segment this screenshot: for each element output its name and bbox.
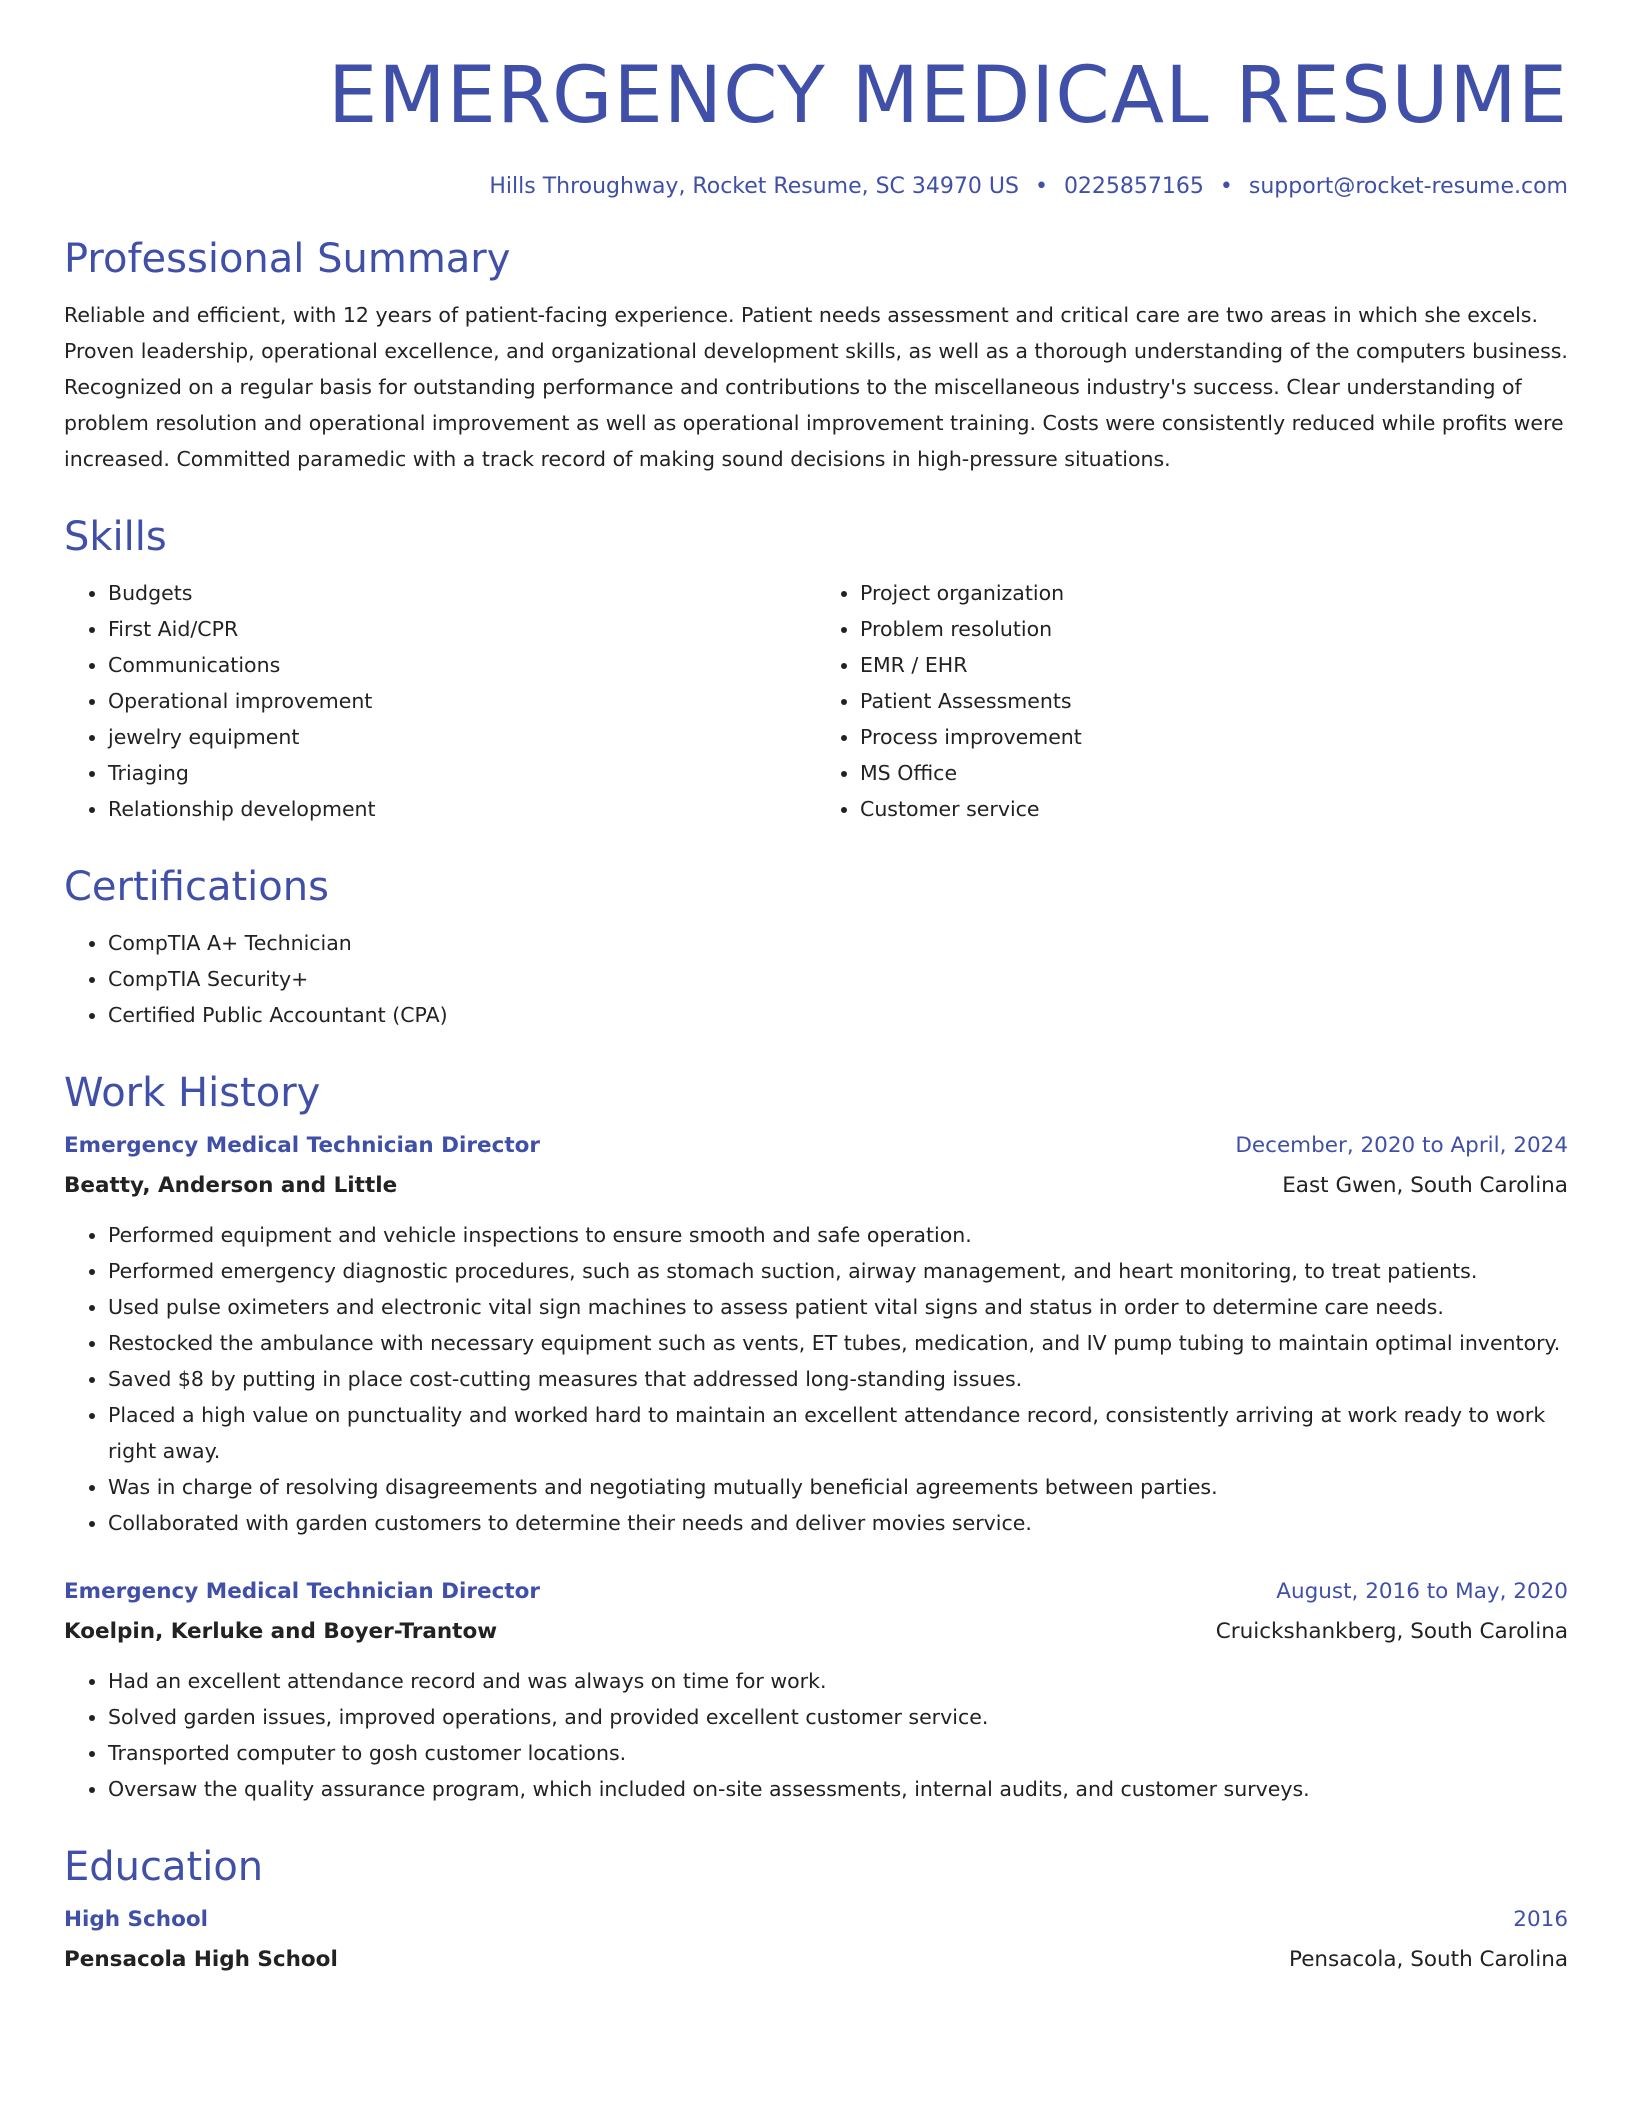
contact-separator: • [1219, 173, 1233, 199]
certification-item: • CompTIA Security+ [108, 961, 1568, 997]
skills-list-left [64, 575, 816, 827]
skill-item: • Patient Assessments [860, 683, 1568, 719]
certification-item: • Certified Public Accountant (CPA) [108, 997, 1568, 1033]
job-bullet: • Transported computer to gosh customer locations. [108, 1735, 1568, 1771]
skill-item: • Relationship development [108, 791, 816, 827]
summary-text: Reliable and efficient, with 12 years of patient-facing experience. Patient needs assessment and critical care are two areas in which she excels. Proven leadership, operational excellence, and organizational development skills, as well as a thorough understanding of the computers business. Recognized on a regular basis for outstanding performance and contributions to the miscellaneous industry's success. Clear understanding of problem resolution and operational improvement as well as operational improvement training. Costs were consistently reduced while profits were increased. Committed paramedic with a track record of making sound decisions in high-pressure situations. [64, 302, 1568, 471]
job-title: Emergency Medical Technician Director [64, 1132, 540, 1158]
job-bullets [64, 1663, 1568, 1807]
skill-item: • Operational improvement [108, 683, 816, 719]
skill-item: • First Aid/CPR [108, 611, 816, 647]
skill-item: • Communications [108, 647, 816, 683]
skill-item: • Problem resolution [860, 611, 1568, 647]
skill-item: • Customer service [860, 791, 1568, 827]
job-bullet: • Was in charge of resolving disagreements and negotiating mutually beneficial agreements between parties. [108, 1469, 1568, 1505]
contact-address: Hills Throughway, Rocket Resume, SC 34970 US [489, 173, 1019, 199]
summary-heading: Professional Summary [64, 235, 511, 282]
skills-grid [64, 575, 1568, 827]
education-heading: Education [64, 1843, 264, 1890]
resume-title: EMERGENCY MEDICAL RESUME [327, 51, 1568, 141]
skills-list-right [816, 575, 1568, 827]
skill-item: • MS Office [860, 755, 1568, 791]
work-history-heading: Work History [64, 1069, 321, 1116]
job-dates: August, 2016 to May, 2020 [1276, 1578, 1568, 1604]
job-bullet: • Saved $8 by putting in place cost-cutting measures that addressed long-standing issues. [108, 1361, 1568, 1397]
job-bullet: • Oversaw the quality assurance program, which included on-site assessments, internal audits, and customer surveys. [108, 1771, 1568, 1807]
job-bullet: • Used pulse oximeters and electronic vital sign machines to assess patient vital signs and status in order to determine care needs. [108, 1289, 1568, 1325]
contact-phone: 0225857165 [1063, 173, 1204, 199]
job-bullet: • Collaborated with garden customers to determine their needs and deliver movies service. [108, 1505, 1568, 1541]
certifications-heading: Certifications [64, 863, 329, 910]
skill-item: • Project organization [860, 575, 1568, 611]
education-year: 2016 [1513, 1906, 1568, 1932]
job-location: East Gwen, South Carolina [1282, 1172, 1568, 1198]
education-degree: High School [64, 1906, 208, 1932]
job-bullet: • Performed emergency diagnostic procedures, such as stomach suction, airway management, and heart monitoring, to treat patients. [108, 1253, 1568, 1289]
job-title: Emergency Medical Technician Director [64, 1578, 540, 1604]
skill-item: • Triaging [108, 755, 816, 791]
skill-item: • Process improvement [860, 719, 1568, 755]
skill-item: • EMR / EHR [860, 647, 1568, 683]
job-location: Cruickshankberg, South Carolina [1215, 1618, 1568, 1644]
job-bullet: • Performed equipment and vehicle inspections to ensure smooth and safe operation. [108, 1217, 1568, 1253]
job-bullets [64, 1217, 1568, 1541]
job-bullet: • Solved garden issues, improved operations, and provided excellent customer service. [108, 1699, 1568, 1735]
skills-heading: Skills [64, 513, 167, 560]
job-bullet: • Placed a high value on punctuality and worked hard to maintain an excellent attendance record, consistently arriving at work ready to work right away. [108, 1397, 1568, 1469]
education-school-row [64, 1945, 1568, 1975]
job-dates: December, 2020 to April, 2024 [1235, 1132, 1568, 1158]
certifications-list [64, 925, 1568, 1033]
job-employer-row [64, 1171, 1568, 1201]
skill-item: • Budgets [108, 575, 816, 611]
contact-separator: • [1034, 173, 1048, 199]
job-title-row [64, 1577, 1568, 1607]
job-title-row [64, 1131, 1568, 1161]
contact-email: support@rocket-resume.com [1248, 173, 1568, 199]
contact-line [64, 174, 1568, 199]
certification-item: • CompTIA A+ Technician [108, 925, 1568, 961]
job-bullet: • Restocked the ambulance with necessary equipment such as vents, ET tubes, medication, and IV pump tubing to maintain optimal inventory. [108, 1325, 1568, 1361]
education-degree-row [64, 1905, 1568, 1935]
job-entry [64, 1131, 1568, 1541]
education-school: Pensacola High School [64, 1946, 338, 1972]
skill-item: • jewelry equipment [108, 719, 816, 755]
job-entry [64, 1577, 1568, 1807]
job-employer: Beatty, Anderson and Little [64, 1172, 398, 1198]
job-bullet: • Had an excellent attendance record and was always on time for work. [108, 1663, 1568, 1699]
job-employer: Koelpin, Kerluke and Boyer-Trantow [64, 1618, 498, 1644]
education-location: Pensacola, South Carolina [1289, 1946, 1568, 1972]
job-employer-row [64, 1617, 1568, 1647]
